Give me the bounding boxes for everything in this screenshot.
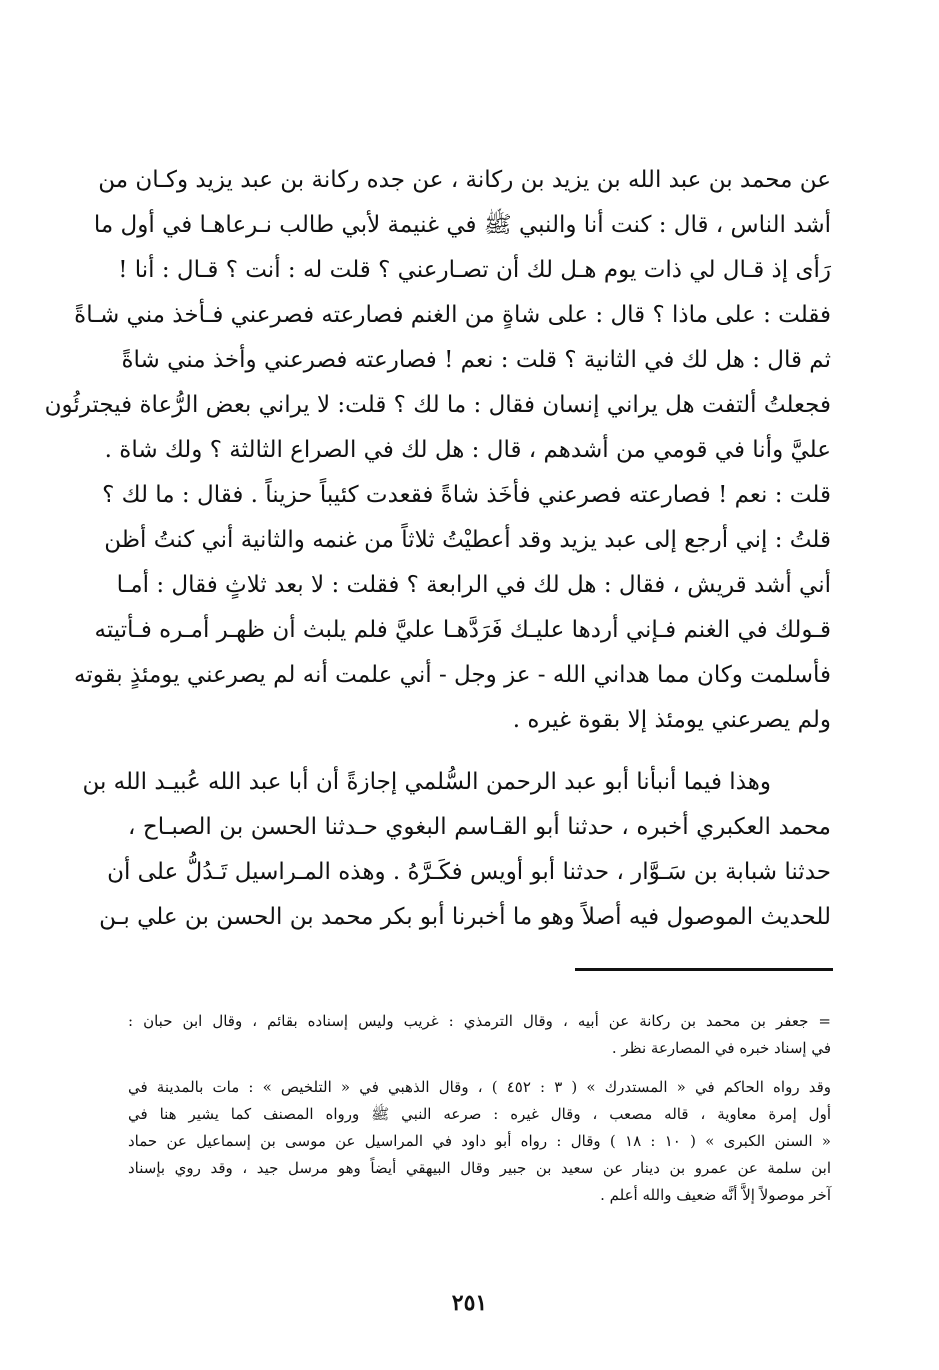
footnote-separator xyxy=(575,968,833,971)
footnote-line: أول إمرة معاوية ، قاله مصعب ، وقال غيره : صرعه النبي ﷺ ورواه المصنف كما يشير هنا في xyxy=(128,1105,831,1123)
paragraph-1 xyxy=(44,158,831,743)
footnote-line: وقد رواه الحاكم في « المستدرك » ( ٣ : ٤٥٢ ) ، وقال الذهبي في « التلخيص » : مات بالمدينة في xyxy=(128,1078,831,1096)
paragraph-2 xyxy=(82,760,831,940)
text-line: قلتُ : إني أرجع إلى عبد يزيد وقد أعطيْتُ ثلاثاً من غنمه والثانية أني كنتُ أظن xyxy=(104,527,831,553)
footnote-line: آخر موصولاً إلاَّ أنَّه ضعيف والله أعلم . xyxy=(600,1186,831,1204)
footnote-2 xyxy=(128,1074,831,1209)
text-line: قـولك في الغنم فـإني أردها عليـك فَرَدَّهـا عليَّ فلم يلبث أن ظهـر أمـره فـأتيته xyxy=(94,617,831,643)
text-line: أني أشد قريش ، فقال : هل لك في الرابعة ؟ فقلت : لا بعد ثلاثٍ فقال : أمـا xyxy=(116,572,831,598)
footnotes xyxy=(128,1008,831,1209)
page-number: ٢٥١ xyxy=(451,1290,488,1316)
text-line: ولم يصرعني يومئذ إلا بقوة غيره . xyxy=(512,707,831,733)
text-line: ثم قال : هل لك في الثانية ؟ قلت : نعم ! فصارعته فصرعني وأخذ مني شاةً xyxy=(121,347,831,373)
text-line: فأسلمت وكان مما هداني الله - عز وجل - أني علمت أنه لم يصرعني يومئذٍ بقوته xyxy=(74,662,831,688)
text-line: أشد الناس ، قال : كنت أنا والنبي ﷺ في غنيمة لأبي طالب نـرعاهـا في أول ما xyxy=(93,212,831,238)
text-line: عن محمد بن عبد الله بن يزيد بن ركانة ، عن جده ركانة بن عبد يزيد وكـان من xyxy=(98,167,831,193)
text-line: للحديث الموصول فيه أصلاً وهو ما أخبرنا أبو بكر محمد بن الحسن بن علي بـن xyxy=(99,904,831,930)
text-line: قلت : نعم ! فصارعته فصرعني فأخَذ شاةً فقعدت كئيباً حزيناً . فقال : ما لك ؟ xyxy=(102,482,831,508)
text-line: عليَّ وأنا في قومي من أشدهم ، قال : هل لك في الصراع الثالثة ؟ ولك شاة . xyxy=(104,437,831,463)
footnote-continuation xyxy=(128,1008,831,1062)
text-line: محمد العكبري أخبره ، حدثنا أبو القـاسم البغوي حـدثنا الحسن بن الصبـاح ، xyxy=(128,814,831,840)
footnote-line: = جعفر بن محمد بن ركانة عن أبيه ، وقال الترمذي : غريب وليس إسناده بقائم ، وقال ابن حبان : xyxy=(128,1012,831,1030)
footnote-line: « السنن الكبرى » ( ١٠ : ١٨ ) وقال : رواه أبو داود في المراسيل عن موسى بن إسماعيل عن حماد xyxy=(128,1132,831,1150)
text-line: فجعلتُ ألتفت هل يراني إنسان فقال : ما لك ؟ قلت: لا يراني بعض الرُّعاة فيجترئُون xyxy=(44,392,831,418)
footnote-line: في إسناد خبره في المصارعة نظر . xyxy=(611,1039,831,1057)
text-line: وهذا فيما أنبأنا أبو عبد الرحمن السُّلمي إجازةً أن أبا عبد الله عُبيـد الله بن xyxy=(82,769,771,795)
main-text xyxy=(44,158,831,940)
text-line: رَأى إذ قـال لي ذات يوم هـل لك أن تصـارعني ؟ قلت له : أنت ؟ قـال : أنا ! xyxy=(118,257,831,283)
text-line: فقلت : على ماذا ؟ قال : على شاةٍ من الغنم فصارعته فصرعني فـأخذ مني شـاةً xyxy=(74,302,831,328)
footnote-line: ابن سلمة عن عمرو بن دينار عن سعيد بن جبير وقال البيهقي أيضاً وهو مرسل جيد ، وقد روي بإسناد xyxy=(128,1159,831,1177)
text-line: حدثنا شبابة بن سَـوَّار ، حدثنا أبو أويس فكَـرَّهُ . وهذه المـراسيل تَـدُلُّ على أن xyxy=(107,859,831,885)
